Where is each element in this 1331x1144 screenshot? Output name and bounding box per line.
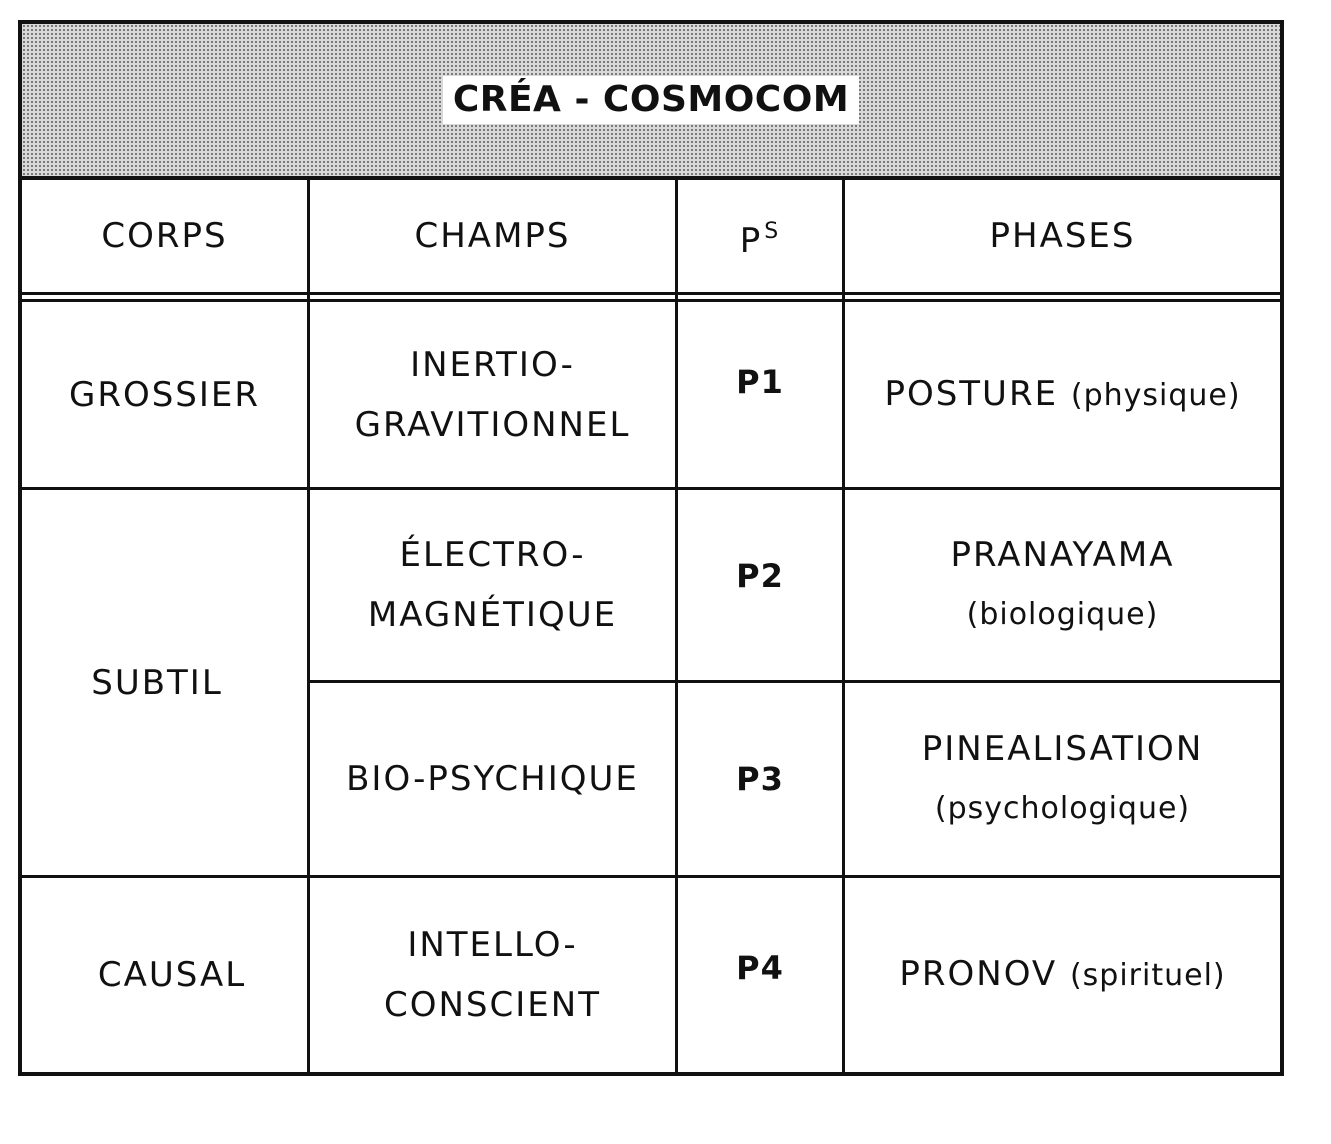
- header-ps: $P^S$: [739, 218, 781, 261]
- p-p3: P3: [736, 760, 784, 798]
- header-divider-top: [22, 292, 1280, 295]
- champs-bio-psychique: BIO-PSYCHIQUE: [346, 759, 639, 799]
- cosmocom-table: [18, 20, 1284, 1076]
- phase-pronov: PRONOV (spirituel): [899, 954, 1226, 994]
- phase-pranayama: PRANAYAMA (biologique): [950, 535, 1175, 632]
- table-banner: [22, 24, 1280, 180]
- champs-intello-conscient: INTELLO- CONSCIENT: [384, 925, 601, 1025]
- ps-superscript: S: [764, 218, 781, 244]
- corps-causal: CAUSAL: [97, 955, 247, 995]
- corps-subtil: SUBTIL: [91, 662, 223, 703]
- header-phases: PHASES: [989, 216, 1136, 256]
- p-p2: P2: [736, 557, 784, 595]
- header-champs: CHAMPS: [414, 216, 571, 256]
- table-title: CRÉA - COSMOCOM: [443, 76, 859, 124]
- phase-posture: POSTURE (physique): [884, 373, 1241, 414]
- p-p4: P4: [736, 949, 784, 987]
- header-corps: CORPS: [101, 216, 228, 256]
- p-p1: P1: [736, 363, 784, 401]
- phase-pinealisation: PINEALISATION (psychologique): [921, 729, 1204, 826]
- champs-electro-magnetique: ÉLECTRO- MAGNÉTIQUE: [367, 535, 618, 635]
- champs-inertio-gravitionnel: INERTIO- GRAVITIONNEL: [354, 344, 631, 445]
- corps-grossier: GROSSIER: [68, 374, 261, 415]
